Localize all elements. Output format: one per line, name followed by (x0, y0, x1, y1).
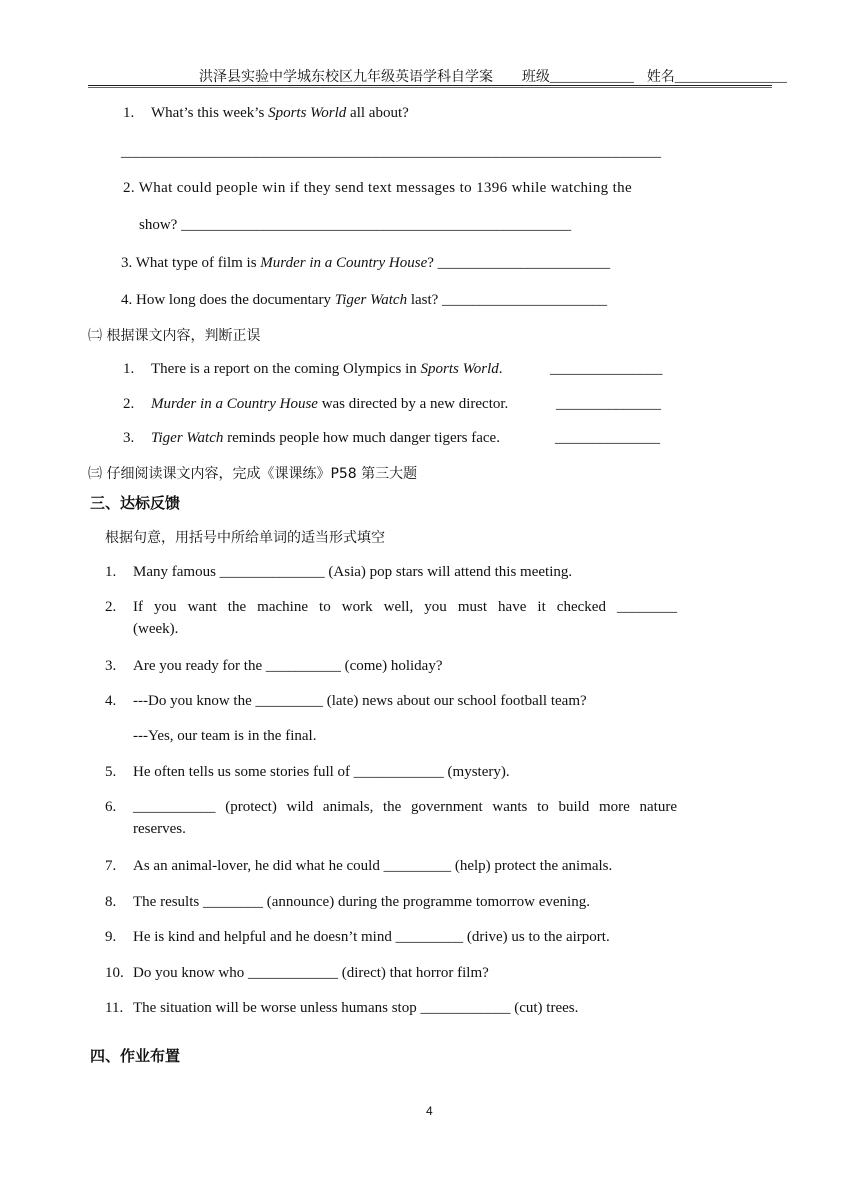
question-3: 3. What type of film is Murder in a Country House? _______________________ (121, 255, 611, 271)
tf-heading: ㈡ 根据课文内容，判断正误 (88, 328, 261, 344)
list-item: 3. Are you ready for the __________ (come) holiday? (105, 658, 443, 674)
list-item: 10. Do you know who ____________ (direct) that horror film? (105, 965, 489, 981)
list-item: 4. ---Do you know the _________ (late) news about our school football team? (105, 693, 587, 709)
tf-item-3: 3. Tiger Watch reminds people how much danger tigers face. (123, 430, 500, 446)
tf-blank-2[interactable]: ______________ (556, 396, 661, 412)
answer-line[interactable]: ________________________________________________________________________ (121, 144, 661, 160)
list-item: 5. He often tells us some stories full of ____________ (mystery). (105, 764, 510, 780)
list-item: 9. He is kind and helpful and he doesn’t mind _________ (drive) us to the airport. (105, 929, 610, 945)
part3-instruction: 根据句意，用括号中所给单词的适当形式填空 (105, 530, 385, 546)
page-number: 4 (426, 1104, 433, 1118)
question-1: 1. What’s this week’s Sports World all about? (123, 105, 409, 121)
question-number: 1. (123, 105, 135, 121)
name-blank: ________________ (674, 70, 787, 85)
header-title: 洪泽县实验中学城东校区九年级英语学科自学案 (199, 69, 493, 85)
header-rule-thin (88, 87, 772, 88)
class-label: 班级 (521, 69, 550, 85)
list-item: 6. ___________ (protect) wild animals, the government wants to build more nature reserves. (105, 799, 677, 837)
question-2-line1: 2. What could people win if they send text messages to 1396 while watching the (123, 180, 632, 196)
tf-blank-1[interactable]: _______________ (550, 361, 663, 377)
list-item: 7. As an animal-lover, he did what he could _________ (help) protect the animals. (105, 858, 613, 874)
part4-heading: 四、作业布置 (90, 1047, 181, 1065)
list-item-continuation: ---Yes, our team is in the final. (133, 728, 317, 744)
part3-heading: 三、达标反馈 (90, 494, 181, 512)
question-2-line2: show? ____________________________________________________ (139, 217, 572, 233)
tf-item-2: 2. Murder in a Country House was directed by a new director. (123, 396, 509, 412)
name-label: 姓名 (646, 69, 675, 85)
program-title: Sports World (268, 105, 347, 121)
film-title: Murder in a Country House (260, 255, 428, 271)
tf-item-1: 1. There is a report on the coming Olympics in Sports World. (123, 361, 503, 377)
header-rule (88, 85, 772, 86)
reading-task-heading: ㈢ 仔细阅读课文内容，完成《课课练》P58 第三大题 (88, 466, 418, 482)
page-header (199, 66, 787, 86)
list-item: 8. The results ________ (announce) during the programme tomorrow evening. (105, 894, 590, 910)
question-4: 4. How long does the documentary Tiger Watch last? ______________________ (121, 292, 608, 308)
class-blank: ____________ (549, 70, 634, 85)
list-item: 2. If you want the machine to work well, you must have it checked ________ (week). (105, 599, 677, 637)
documentary-title: Tiger Watch (334, 292, 408, 308)
list-item: 11. The situation will be worse unless humans stop ____________ (cut) trees. (105, 1000, 579, 1016)
tf-blank-3[interactable]: ______________ (555, 430, 660, 446)
list-item: 1. Many famous ______________ (Asia) pop stars will attend this meeting. (105, 564, 573, 580)
